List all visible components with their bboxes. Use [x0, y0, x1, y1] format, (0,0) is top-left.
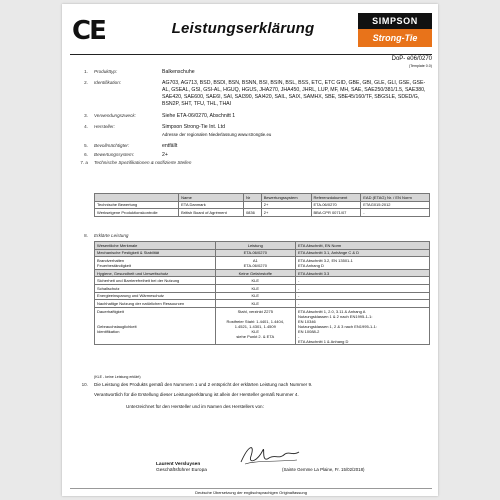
table-cell: ETA Abschnitt 3.2, EN 13501-1 ETA Anhang D: [295, 257, 429, 270]
footer-responsibility: Verantwortlich für die Erstellung dieser Leistungserklärung ist allein der Hersteller gemäß Nummer 4.: [94, 392, 299, 398]
manufacturer-address: Adresse der regionalen Niederlassung www.strongtie.eu: [162, 132, 272, 137]
item-number: [70, 392, 94, 398]
table-header-cell: Referenzdokument: [311, 194, 361, 202]
doc-ref-template: (Template 0.0): [409, 64, 432, 68]
item-number: 1.: [84, 69, 88, 74]
item-value: entfällt: [162, 143, 178, 149]
table-cell: Sicherheit und Barrierefreiheit bei der Nutzung: [95, 277, 216, 285]
table-cell: Schallschutz: [95, 284, 216, 292]
table-cell: ETA Danmark: [179, 201, 244, 209]
item-row: [70, 80, 432, 108]
item-number: 10.: [81, 382, 88, 387]
item-key: Bevollmächtigter:: [94, 143, 130, 148]
item-key: Hersteller:: [94, 124, 115, 129]
item-number: 6.: [84, 152, 88, 157]
item-number: 2.: [84, 80, 88, 85]
table-cell: ETA-06/0270: [215, 249, 295, 257]
place-date: (Sainte Gemme La Plaine, Fr. 15/02/2018): [282, 467, 365, 472]
table-cell: 2+: [261, 209, 311, 217]
brand-top: SIMPSON: [358, 13, 432, 29]
table-header-cell: ETA Abschnitt, EN Norm: [295, 242, 429, 250]
signature-image: [235, 442, 305, 468]
item-value: Siehe ETA-06/0270, Abschnitt 1: [162, 113, 236, 119]
item-number: [70, 404, 94, 410]
table-header-cell: Bewertungssystem: [261, 194, 311, 202]
table-cell: Mechanische Festigkeit & Stabilität: [95, 249, 216, 257]
table-cell: KLE: [215, 277, 295, 285]
table-cell: Stahl, verzinkt Z275 Rostfreier Stahl: 1.4401, 1.4404, 1.4521, 1.4301, 1.4509 KLE siehe Punkt 2. & ETA: [215, 307, 295, 345]
signature-block: [70, 442, 432, 482]
item-value: 2+: [162, 152, 168, 158]
table-row: [95, 300, 430, 308]
spec-table: [94, 193, 430, 217]
table-cell: British Board of Agrément: [179, 209, 244, 217]
section-8-heading: [70, 233, 432, 239]
table-cell: Brandverhalten Feuerbeständigkeit: [95, 257, 216, 270]
signer: [156, 462, 207, 474]
table-cell: KLE: [215, 292, 295, 300]
table-row: [95, 292, 430, 300]
footer-line: [70, 404, 432, 410]
table-cell: Nachhaltige Nutzung der natürlichen Ressourcen: [95, 300, 216, 308]
table-cell: ETAG015:2012: [361, 201, 430, 209]
table-cell: ETA Abschnitt 3.1, Anhänge C & D: [295, 249, 429, 257]
item-key: Produkttyp:: [94, 69, 118, 74]
table-header-cell: Wesentliche Merkmale: [95, 242, 216, 250]
table-header-cell: Leistung: [215, 242, 295, 250]
table-row: [95, 269, 430, 277]
table-cell: -: [295, 277, 429, 285]
item-row: [70, 160, 432, 166]
footer-statement: Die Leistung des Produkts gemäß den Nummern 1 und 2 entspricht der erklärten Leistung nach Nummer 9.: [94, 382, 313, 387]
brand-logo: [358, 13, 432, 47]
item-key: Bewertungssystem:: [94, 152, 135, 157]
table-row: [95, 257, 430, 270]
declaration-footer: [70, 382, 432, 495]
table-cell: A1 ETA-06/0270: [215, 257, 295, 270]
table-header-cell: Nr: [243, 194, 261, 202]
item-number: 5.: [84, 143, 88, 148]
item-value: Balkenschuhe: [162, 69, 195, 75]
table-row: [95, 277, 430, 285]
item-row: [70, 152, 432, 159]
item-number: 3.: [84, 113, 88, 118]
table-cell: Hygiene, Gesundheit und Umweltschutz: [95, 269, 216, 277]
translation-note: Deutsche Übersetzung der englischsprachigen Originalfassung: [70, 488, 432, 496]
table-cell: Technische Bewertung: [95, 201, 179, 209]
table-row: [95, 249, 430, 257]
doc-ref-number: DoP- e06/0270: [391, 56, 432, 62]
table-cell: Dauerhaftigkeit Gebrauchstauglichkeit Identifikation: [95, 307, 216, 345]
footer-line: [70, 382, 432, 388]
table-cell: KLE: [215, 300, 295, 308]
table-header-cell: Name: [179, 194, 244, 202]
performance-table: [94, 241, 430, 345]
signer-title: Geschäftsführer Europa: [156, 468, 207, 473]
item-value: [162, 124, 432, 139]
item-key: Technische Spezifikationen & notifizierte Stellen: [94, 160, 192, 165]
kle-note: (KLE - keine Leistung erklärt): [94, 375, 141, 379]
table-cell: [243, 201, 261, 209]
table-row: [95, 284, 430, 292]
item-number: 8.: [84, 233, 88, 238]
item-number: 4.: [84, 124, 88, 129]
footer-line: [70, 392, 432, 398]
manufacturer-name: Simpson Strong-Tie Int. Ltd: [162, 124, 225, 130]
table-cell: KLE: [215, 284, 295, 292]
item-key: Identifikation:: [94, 80, 122, 85]
table-header-row: [95, 194, 430, 202]
table-cell: ETA-06/0270: [311, 201, 361, 209]
document-header: [70, 10, 432, 55]
doc-reference: [392, 56, 432, 70]
page-title: Leistungserklärung: [171, 20, 315, 37]
brand-bottom: Strong-Tie: [358, 29, 432, 47]
table-cell: -: [361, 209, 430, 217]
item-row: [70, 69, 432, 76]
item-key: Erklärte Leistung: [94, 233, 129, 238]
table-cell: BBA CPR 0071/07: [311, 209, 361, 217]
table-cell: -: [295, 292, 429, 300]
table-row: [95, 209, 430, 217]
table-cell: ETA Abschnitt 1, 2.0, 3.11 & Anhang A Nutzungsklassen 1 & 2 nach EN1995-1-1: EN 10346 Nutzungsklassen 1, 2 & 3 nach EN1995-1-1: EN 10088-2 - ETA Abschnitt 1 & Anhang D: [295, 307, 429, 345]
table-cell: 0836: [243, 209, 261, 217]
table-cell: -: [295, 284, 429, 292]
table-cell: 2+: [261, 201, 311, 209]
ce-mark: CE: [72, 16, 105, 46]
item-row: [70, 113, 432, 120]
item-row: [70, 143, 432, 150]
table-cell: ETA Abschnitt 3.3: [295, 269, 429, 277]
performance-table-body: [95, 242, 430, 345]
signed-for: Unterzeichnet für den Hersteller und im Namen des Herstellers von:: [126, 404, 264, 410]
table-cell: Werkseigene Produktionskontrolle: [95, 209, 179, 217]
item-row: [70, 124, 432, 139]
declaration-page: [62, 4, 438, 496]
table-header-cell: EAD (ETAG) Nr. / EN Norm: [361, 194, 430, 202]
item-row: [70, 233, 432, 239]
table-cell: Keine Gefahrstoffe: [215, 269, 295, 277]
declaration-items: [70, 69, 432, 166]
table-header-row: [95, 242, 430, 250]
table-cell: -: [295, 300, 429, 308]
item-number: 7. a: [80, 160, 88, 165]
signer-name: Laurent Versluysen: [156, 462, 201, 467]
item-key: Verwendungszweck:: [94, 113, 136, 118]
table-row: [95, 201, 430, 209]
table-cell: Energieeinsparung und Wärmeschutz: [95, 292, 216, 300]
item-value: AG703, AG713, BSD, BSDI, BSN, BSNN, BSI, BSIN, BSL, BSS, ETC, ETC GID, GBE, GBI, GLE, GLI, GSE, GSE-AL, GSEAL, GSI, GSI-AL, HGUQ, HGUS, JHA270, JHA450, JHRL, LUP, MF, MH, SAE, SAE250/381/1.5, SAE380, SAE420, SAE600, SAE6I, SAI, SAI390, SAI420, SAIL, SAIX, SAMHX, SBE, SBE45/160/TF, SBGSLE, SDED/G, BSN2P, SHT, TFU, THL, THAI: [162, 80, 426, 107]
table-row: [95, 307, 430, 345]
table-header-cell: [95, 194, 179, 202]
